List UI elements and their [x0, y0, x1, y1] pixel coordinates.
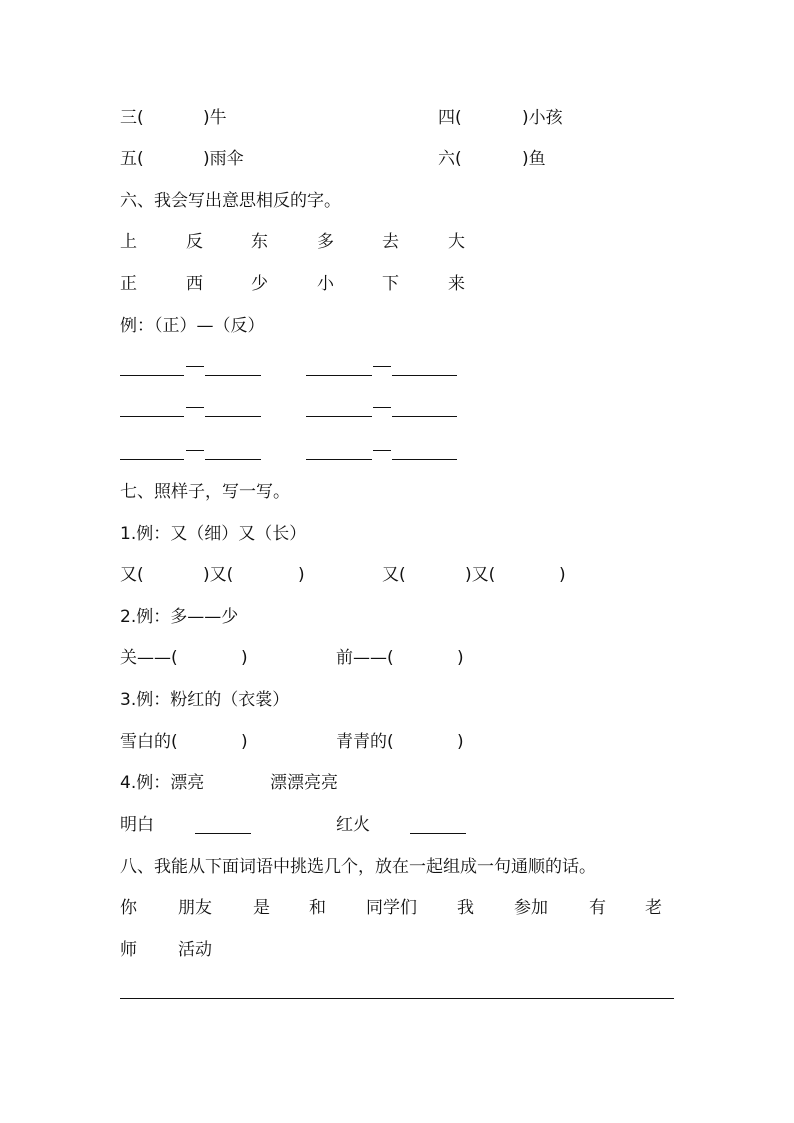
opposite-char: 大	[448, 232, 465, 252]
example-4: 4.例：漂亮	[120, 773, 205, 793]
word: 同学们	[366, 898, 417, 918]
opposite-char: 小	[317, 274, 334, 294]
ex1-item: )	[559, 565, 566, 585]
pair-dash	[373, 407, 391, 408]
word: 参加	[514, 898, 548, 918]
ex2-item: )	[457, 648, 464, 668]
section6-example: 例：（正）—（反）	[120, 316, 265, 336]
ex4-item: 红火	[336, 815, 370, 835]
ex3-item: )	[457, 732, 464, 752]
pair-dash	[373, 450, 391, 451]
word: 是	[253, 898, 270, 918]
item-wu-close: )雨伞	[203, 149, 244, 169]
opposite-char: 上	[120, 232, 137, 252]
ex3-item: 青青的(	[336, 732, 394, 752]
word: 我	[457, 898, 474, 918]
pair-dash	[373, 366, 391, 367]
section8-title: 八、我能从下面词语中挑选几个，放在一起组成一句通顺的话。	[120, 857, 596, 877]
opposite-char: 西	[186, 274, 203, 294]
answer-blank[interactable]	[120, 375, 184, 376]
answer-blank[interactable]	[306, 375, 372, 376]
opposite-char: 来	[448, 274, 465, 294]
ex4-item: 明白	[120, 815, 154, 835]
item-si-open: 四(	[438, 108, 462, 128]
opposite-char: 反	[186, 232, 203, 252]
ex3-item: 雪白的(	[120, 732, 178, 752]
opposite-char: 正	[120, 274, 137, 294]
item-san-open: 三(	[120, 108, 144, 128]
sentence-answer-line[interactable]	[120, 998, 674, 999]
word: 和	[309, 898, 326, 918]
ex1-item: )又(	[203, 565, 234, 585]
ex1-item: 又(	[382, 565, 406, 585]
item-liu-open: 六(	[438, 149, 462, 169]
answer-blank[interactable]	[205, 459, 261, 460]
example-1: 1.例：又（细）又（长）	[120, 524, 307, 544]
item-san-close: )牛	[203, 108, 227, 128]
pair-dash	[186, 450, 204, 451]
item-wu-open: 五(	[120, 149, 144, 169]
answer-blank[interactable]	[392, 416, 457, 417]
answer-blank[interactable]	[195, 833, 251, 834]
ex2-item: 关——(	[120, 648, 178, 668]
pair-dash	[186, 407, 204, 408]
opposite-char: 少	[251, 274, 268, 294]
item-liu-close: )鱼	[522, 149, 546, 169]
answer-blank[interactable]	[306, 416, 372, 417]
pair-dash	[186, 366, 204, 367]
ex1-item: 又(	[120, 565, 144, 585]
answer-blank[interactable]	[306, 459, 372, 460]
answer-blank[interactable]	[120, 459, 184, 460]
item-si-close: )小孩	[522, 108, 563, 128]
opposite-char: 去	[382, 232, 399, 252]
word: 师	[120, 940, 137, 960]
word: 你	[120, 898, 137, 918]
answer-blank[interactable]	[392, 459, 457, 460]
example-2: 2.例：多——少	[120, 607, 239, 627]
word: 朋友	[178, 898, 212, 918]
word: 老	[645, 898, 662, 918]
example-4-answer: 漂漂亮亮	[270, 773, 338, 793]
section6-title: 六、我会写出意思相反的字。	[120, 191, 341, 211]
answer-blank[interactable]	[120, 416, 184, 417]
ex2-item: )	[241, 648, 248, 668]
opposite-char: 下	[382, 274, 399, 294]
section7-title: 七、照样子，写一写。	[120, 482, 290, 502]
word: 活动	[178, 940, 212, 960]
ex1-item: )又(	[465, 565, 496, 585]
opposite-char: 东	[251, 232, 268, 252]
ex3-item: )	[241, 732, 248, 752]
word: 有	[589, 898, 606, 918]
opposite-char: 多	[317, 232, 334, 252]
answer-blank[interactable]	[410, 833, 466, 834]
answer-blank[interactable]	[205, 416, 261, 417]
answer-blank[interactable]	[205, 375, 261, 376]
ex1-item: )	[298, 565, 305, 585]
ex2-item: 前——(	[336, 648, 394, 668]
answer-blank[interactable]	[392, 375, 457, 376]
example-3: 3.例：粉红的（衣裳）	[120, 690, 290, 710]
